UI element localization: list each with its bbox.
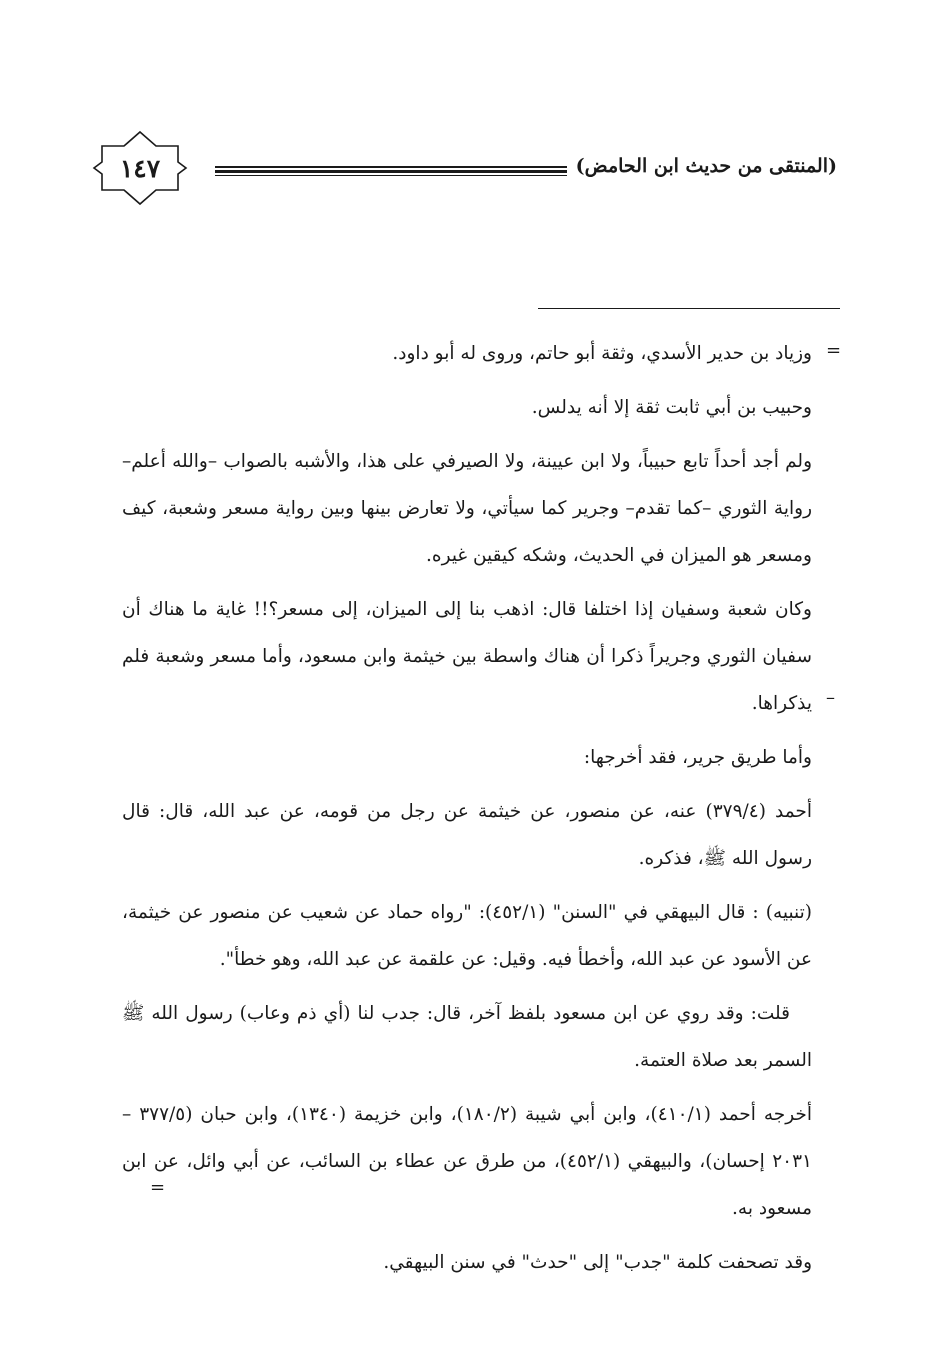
page-header-title: (المنتقى من حديث ابن الحامض) (575, 155, 837, 177)
page-number: ١٤٧ (119, 154, 161, 183)
header-rule (215, 166, 567, 176)
paragraph: وقد تصحفت كلمة "جدب" إلى "حدث" في سنن البيهقي. (383, 1252, 812, 1273)
paragraph: ولم أجد أحداً تابع حبيباً، ولا ابن عيينة، ولا الصيرفي على هذا، والأشبه بالصواب –والله أعلم– رواية الثوري –كما تقدم– وجرير كما سيأتي، ولا تعارض بينها وبين رواية مسعر وشعبة، كيف ومسعر هو الميزان في الحديث، وشكه كيقين غيره. (122, 451, 812, 566)
paragraph: وأما طريق جرير، فقد أخرجها: (583, 747, 812, 768)
continuation-marker-bottom: = (150, 1177, 166, 1198)
paragraph: قلت: وقد روي عن ابن مسعود بلفظ آخر، قال: جدب لنا (أي ذم وعاب) رسول الله ﷺ السمر بعد صلاة العتمة. (122, 1003, 812, 1071)
continuation-marker: = (826, 340, 842, 361)
paragraph: أحمد (٣٧٩/٤) عنه، عن منصور، عن خيثمة عن رجل من قومه، عن عبد الله، قال: قال رسول الله ﷺ، فذكره. (122, 801, 812, 869)
paragraph: أخرجه أحمد (٤١٠/١)، وابن أبي شيبة (١٨٠/٢)، وابن خزيمة (١٣٤٠)، وابن حبان (٣٧٧/٥ – ٢٠٣١ إحسان)، والبيهقي (٤٥٢/١)، من طرق عن عطاء بن السائب، عن أبي وائل، عن ابن مسعود به. (122, 1104, 812, 1219)
paragraph: وزياد بن حدير الأسدي، وثقة أبو حاتم، وروى له أبو داود. (392, 343, 812, 364)
paragraph: (تنبيه) : قال البيهقي في "السنن" (٤٥٢/١): "رواه حماد عن شعيب عن منصور عن خيثمة، عن الأسود عن عبد الله، وأخطأ فيه. وقيل: عن علقمة عن عبد الله، وهو خطأ". (122, 902, 812, 970)
paragraph: وحبيب بن أبي ثابت ثقة إلا أنه يدلس. (531, 397, 812, 418)
footnote-separator (538, 308, 840, 309)
page-number-badge (92, 130, 188, 206)
paragraph: وكان شعبة وسفيان إذا اختلفا قال: اذهب بنا إلى الميزان، إلى مسعر؟!! غاية ما هناك أن سفيان الثوري وجريراً ذكرا أن هناك واسطة بين خيثمة وابن مسعود، وأما مسعر وشعبة فلم يذكراها. (122, 599, 812, 714)
list-dash: – (826, 687, 835, 708)
footnote-body (122, 330, 812, 1293)
